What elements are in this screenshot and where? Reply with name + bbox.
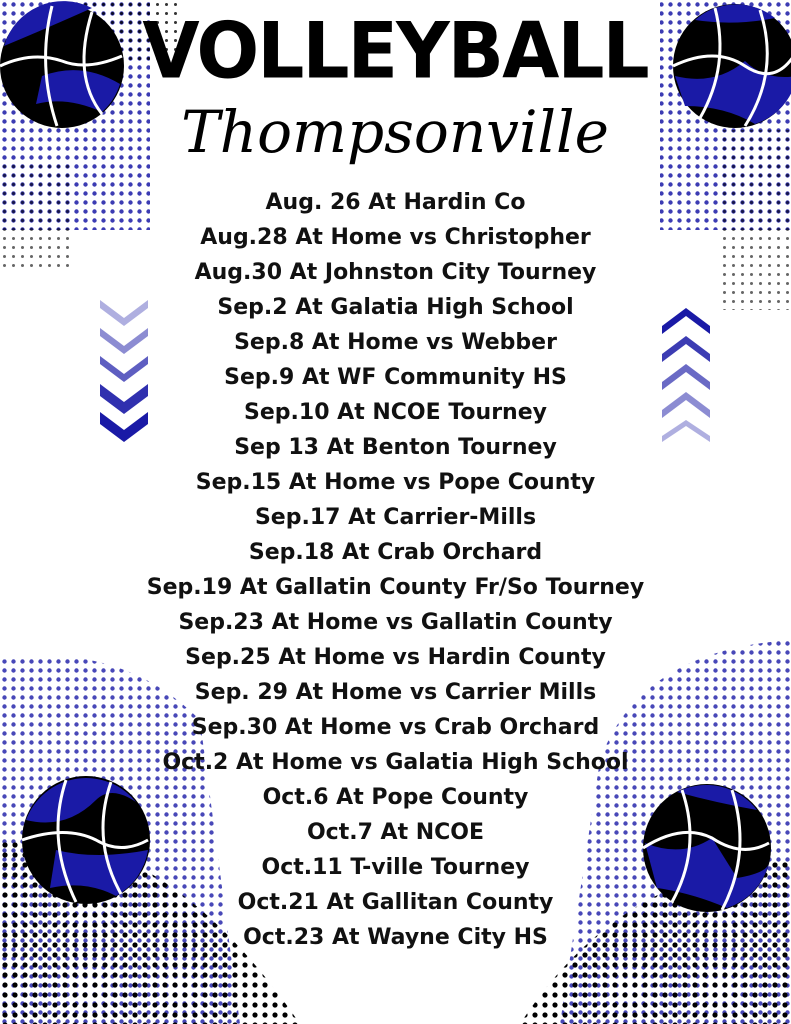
schedule-item: Oct.7 At NCOE xyxy=(306,820,485,845)
schedule-item: Oct.6 At Pope County xyxy=(262,785,529,810)
schedule-item: Sep. 29 At Home vs Carrier Mills xyxy=(194,680,597,705)
schedule-item: Oct.11 T-ville Tourney xyxy=(261,855,530,880)
schedule-item: Sep.18 At Crab Orchard xyxy=(248,540,543,565)
schedule-item: Sep.30 At Home vs Crab Orchard xyxy=(191,715,600,740)
schedule-item: Sep.15 At Home vs Pope County xyxy=(195,470,596,495)
schedule-item: Oct.2 At Home vs Galatia High School xyxy=(162,750,629,775)
schedule-item: Sep.23 At Home vs Gallatin County xyxy=(178,610,613,635)
schedule-item: Aug.28 At Home vs Christopher xyxy=(200,225,591,250)
schedule-item: Oct.21 At Gallitan County xyxy=(237,890,554,915)
schedule-list xyxy=(0,185,791,955)
page-title: VOLLEYBALL xyxy=(142,5,648,97)
schedule-item: Aug. 26 At Hardin Co xyxy=(265,190,526,215)
schedule-item: Sep.25 At Home vs Hardin County xyxy=(185,645,606,670)
schedule-item: Sep.17 At Carrier-Mills xyxy=(254,505,537,530)
schedule-item: Sep.19 At Gallatin County Fr/So Tourney xyxy=(146,575,645,600)
schedule-item: Oct.23 At Wayne City HS xyxy=(243,925,548,950)
team-name: Thompsonville xyxy=(181,98,609,166)
schedule-item: Aug.30 At Johnston City Tourney xyxy=(194,260,597,285)
schedule-item: Sep.10 At NCOE Tourney xyxy=(244,400,547,425)
schedule-item: Sep.8 At Home vs Webber xyxy=(234,330,557,355)
schedule-item: Sep.9 At WF Community HS xyxy=(224,365,567,390)
schedule-item: Sep 13 At Benton Tourney xyxy=(234,435,557,460)
schedule-item: Sep.2 At Galatia High School xyxy=(217,295,574,320)
